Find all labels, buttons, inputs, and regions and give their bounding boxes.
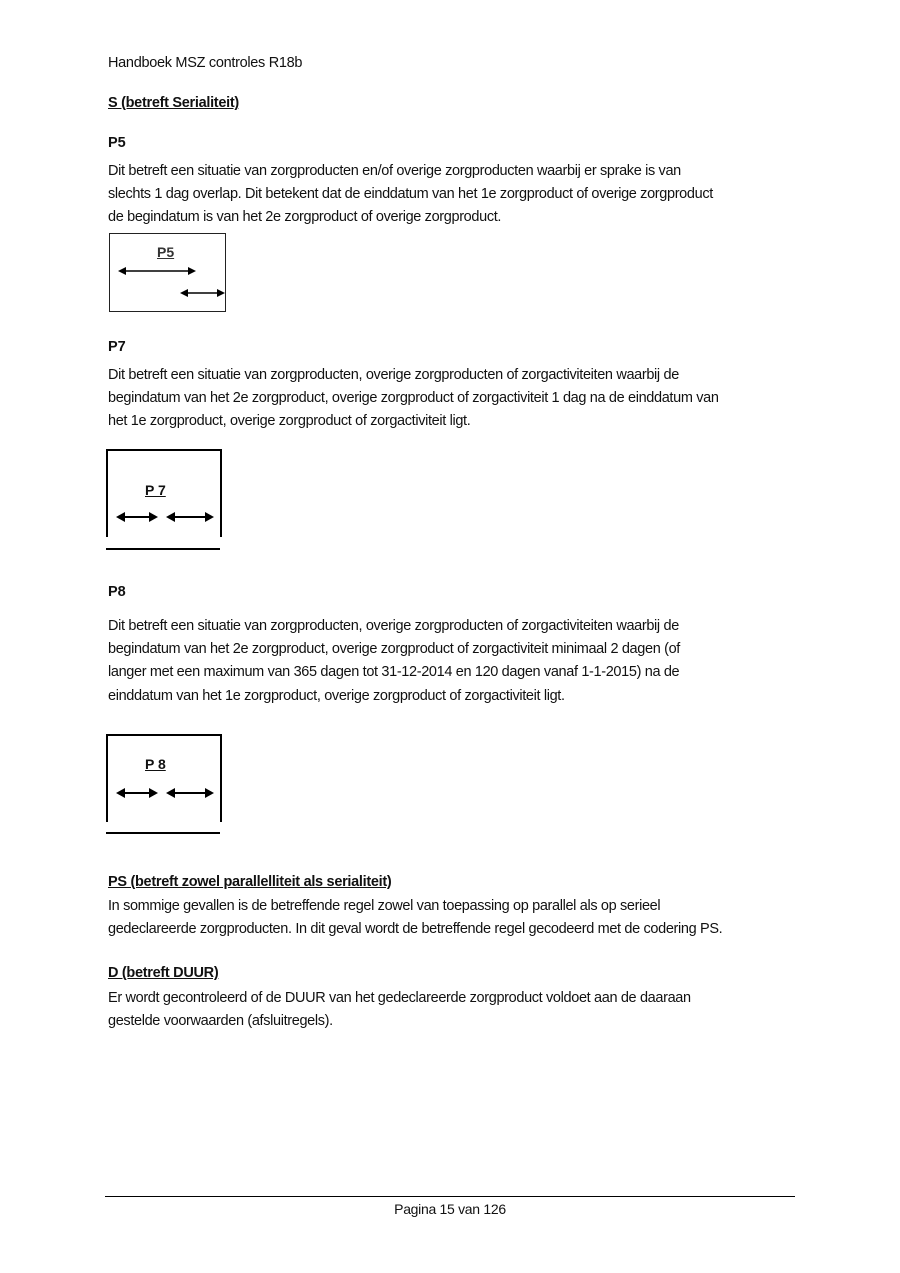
section-heading-serialiteit: S (betreft Serialiteit): [108, 95, 239, 111]
document-header-title: Handboek MSZ controles R18b: [108, 55, 303, 71]
section-heading-duur: D (betreft DUUR): [108, 965, 219, 981]
footer-divider: [105, 1196, 795, 1197]
ps-paragraph: [108, 895, 808, 941]
p5-line-1: Dit betreft een situatie van zorgproducten en/of overige zorgproducten waarbij er sprake is van: [108, 163, 681, 179]
p8-line-3: langer met een maximum van 365 dagen tot 31-12-2014 en 120 dagen vanaf 1-1-2015) na de: [108, 664, 680, 681]
p5-title: P5: [108, 135, 126, 151]
p7-line-1: Dit betreft een situatie van zorgproducten, overige zorgproducten of zorgactiviteiten waarbij de: [108, 367, 679, 383]
p7-title: P7: [108, 339, 126, 355]
d-paragraph: [108, 987, 808, 1033]
page-number: Pagina 15 van 126: [394, 1201, 506, 1217]
p5-line-2: slechts 1 dag overlap. Dit betekent dat de einddatum van het 1e zorgproduct of overige zorgproduct: [108, 186, 713, 203]
d-line-1: Er wordt gecontroleerd of de DUUR van het gedeclareerde zorgproduct voldoet aan de daaraan: [108, 990, 691, 1006]
p5-line-3: de begindatum is van het 2e zorgproduct of overige zorgproduct.: [108, 209, 502, 226]
double-arrow-icon: [110, 234, 225, 311]
p8-title: P8: [108, 584, 126, 600]
double-arrow-icon: [106, 449, 220, 552]
p7-line-2: begindatum van het 2e zorgproduct, overige zorgproduct of zorgactiviteit 1 dag na de einddatum van: [108, 390, 719, 407]
p5-diagram: [109, 233, 226, 312]
ps-line-2: gedeclareerde zorgproducten. In dit geval wordt de betreffende regel gecodeerd met de codering PS.: [108, 921, 723, 938]
p7-diagram: [106, 449, 220, 552]
p7-paragraph: [108, 364, 808, 434]
p8-line-2: begindatum van het 2e zorgproduct, overige zorgproduct of zorgactiviteit minimaal 2 dagen (of: [108, 641, 680, 658]
p7-diagram-label: P 7: [145, 482, 166, 498]
p5-paragraph: [108, 160, 808, 230]
p8-line-1: Dit betreft een situatie van zorgproducten, overige zorgproducten of zorgactiviteiten waarbij de: [108, 618, 679, 634]
double-arrow-icon: [106, 734, 220, 837]
p7-line-3: het 1e zorgproduct, overige zorgproduct of zorgactiviteit ligt.: [108, 413, 471, 430]
p5-diagram-label: P5: [157, 244, 175, 260]
ps-line-1: In sommige gevallen is de betreffende regel zowel van toepassing op parallel als op serieel: [108, 898, 661, 914]
p8-line-4: einddatum van het 1e zorgproduct, overige zorgproduct of zorgactiviteit ligt.: [108, 687, 565, 704]
p8-diagram: [106, 734, 220, 837]
d-line-2: gestelde voorwaarden (afsluitregels).: [108, 1013, 333, 1030]
p8-paragraph: [108, 615, 808, 708]
section-heading-ps: PS (betreft zowel parallelliteit als serialiteit): [108, 874, 392, 890]
p8-diagram-label: P 8: [145, 756, 166, 772]
